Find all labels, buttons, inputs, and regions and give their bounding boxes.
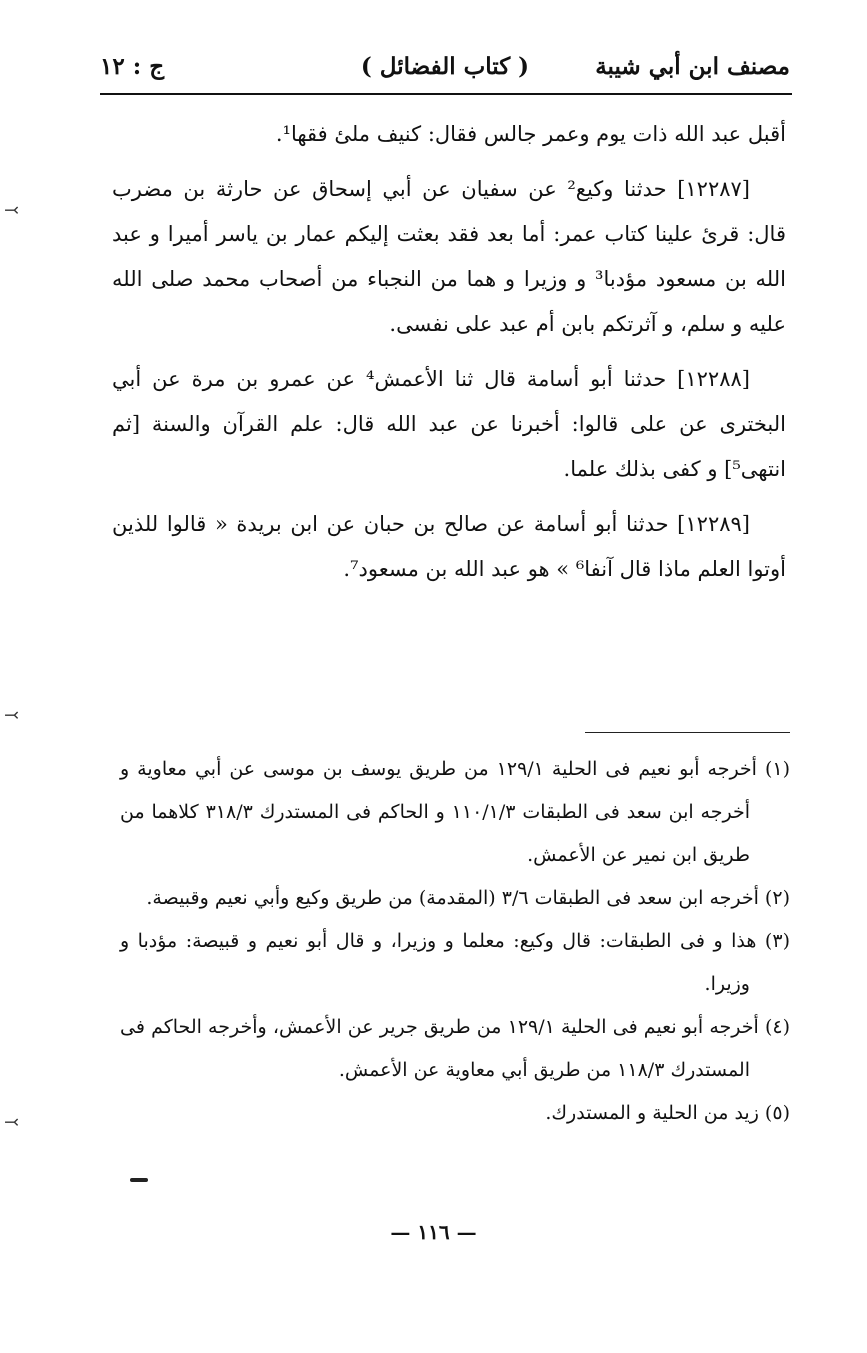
section-title: ( كتاب الفضائل ) [360,52,530,80]
book-title: مصنف ابن أبي شيبة [595,52,790,80]
margin-arrow-icon: ⤙ [4,200,20,221]
margin-arrow-icon: ⤙ [4,705,20,726]
header-rule [100,93,792,95]
footnote-5: (٥) زيد من الحلية و المستدرك. [545,1102,790,1124]
page-number: — ١١٦ — [390,1220,477,1244]
footnote-1: (١) أخرجه أبو نعيم فى الحلية ١٢٩/١ من طريق يوسف بن موسى عن أبي معاوية و أخرجه ابن سعد فى الطبقات ١١٠/١/٣ و الحاكم فى المستدرك ٣١٨/٣ كلاهما من طريق ابن نمير عن الأعمش. [120,758,791,866]
page-header [100,40,790,92]
hadith-12288: [١٢٢٨٨] حدثنا أبو أسامة قال ثنا الأعمش⁴ عن عمرو بن مرة عن أبي البخترى عن على قالوا: أخبرنا عن عبد الله قال: علم القرآن والسنة [ثم انتهى⁵] و كفى بذلك علما. [112,367,786,481]
footnote-2: (٢) أخرجه ابن سعد فى الطبقات ٣/٦ (المقدمة) من طريق وكيع وأبي نعيم وقبيصة. [146,887,790,909]
hadith-12287: [١٢٢٨٧] حدثنا وكيع² عن سفيان عن أبي إسحاق عن حارثة بن مضرب قال: قرئ علينا كتاب عمر: أما بعد فقد بعثت إليكم عمار بن ياسر أميرا و عبد الله بن مسعود مؤدبا³ و وزيرا و هما من النجباء من أصحاب محمد صلى الله عليه و سلم، و آثرتكم بابن أم عبد على نفسى. [112,177,786,336]
footnote-4: (٤) أخرجه أبو نعيم فى الحلية ١٢٩/١ من طريق جرير عن الأعمش، وأخرجه الحاكم فى المستدرك ١١٨/٣ من طريق أبي معاوية عن الأعمش. [120,1016,791,1081]
footnote-separator [585,732,790,733]
hadith-12289: [١٢٢٨٩] حدثنا أبو أسامة عن صالح بن حبان عن ابن بريدة « قالوا للذين أوتوا العلم ماذا قال آنفا⁶ » هو عبد الله بن مسعود⁷. [112,512,786,581]
margin-dash-mark [130,1178,148,1182]
footnotes [120,748,790,1135]
paragraph-continuation: أقبل عبد الله ذات يوم وعمر جالس فقال: كنيف ملئ فقها¹. [275,122,786,146]
footnote-3: (٣) هذا و فى الطبقات: قال وكيع: معلما و وزيرا، و قال أبو نعيم و قبيصة: مؤدبا و وزيرا. [120,930,790,995]
volume-number: ج : ١٢ [100,52,165,80]
margin-arrow-icon: ⤙ [4,1112,20,1133]
main-text [112,112,786,602]
